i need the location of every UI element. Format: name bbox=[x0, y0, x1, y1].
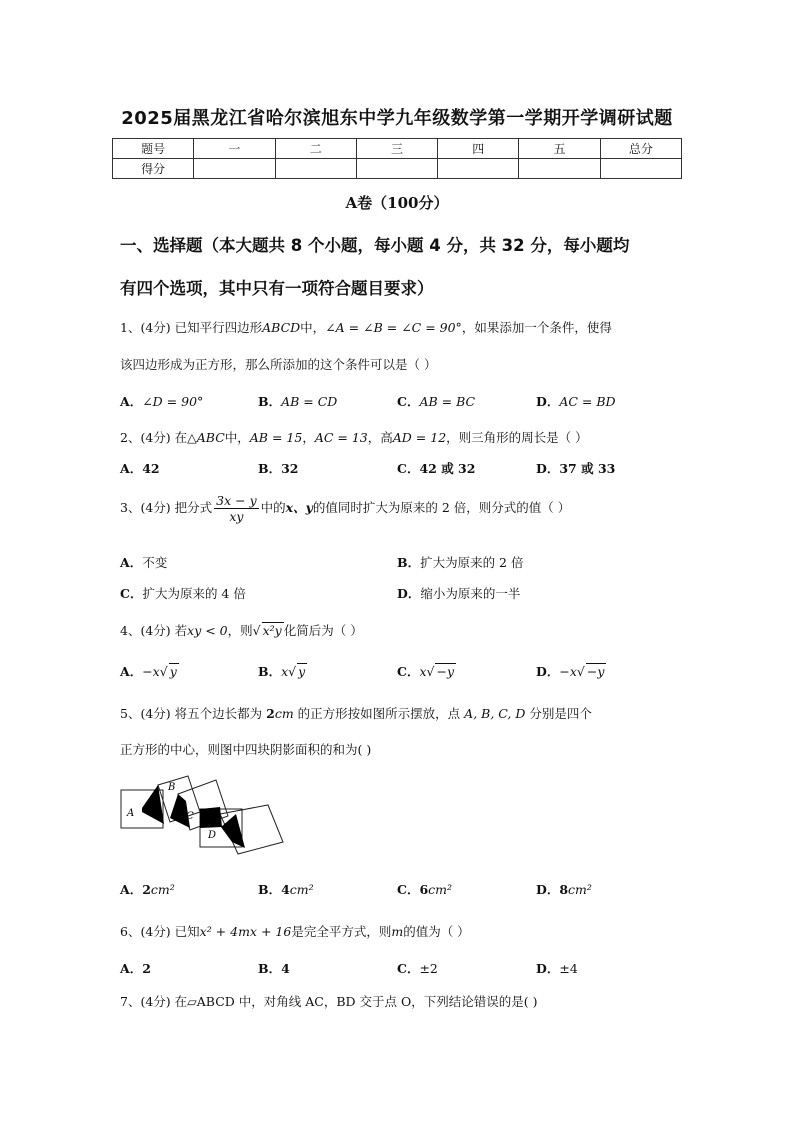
q4-option-a[interactable]: A．−x√ y bbox=[120, 664, 177, 679]
figure-label-c: C bbox=[186, 811, 194, 822]
section-heading-a: A卷（100分） bbox=[345, 194, 449, 212]
question-5-stem-line2: 正方形的中心，则图中四块阴影面积的和为( ) bbox=[120, 742, 372, 757]
question-4-stem: 4、(4分) 若xy < 0，则√ x²y 化简后为（ ） bbox=[120, 623, 363, 638]
q4-option-d[interactable]: D．−x√ −y bbox=[536, 664, 605, 679]
q1-option-d[interactable]: D．AC = BD bbox=[536, 394, 616, 409]
q4-option-b[interactable]: B．x√ y bbox=[258, 664, 306, 679]
q2-option-c[interactable]: C．42 或 32 bbox=[397, 461, 476, 476]
q6-option-a[interactable]: A．2 bbox=[120, 961, 151, 976]
figure-label-a: A bbox=[127, 808, 135, 819]
q1-math: ABCD bbox=[262, 320, 301, 335]
q1-math: ∠A = ∠B = ∠C = 90° bbox=[325, 320, 462, 335]
q2-option-a[interactable]: A．42 bbox=[120, 461, 160, 476]
question-1-stem bbox=[120, 318, 612, 336]
score-header-cell: 一 bbox=[194, 139, 275, 159]
q6-option-d[interactable]: D．±4 bbox=[536, 961, 578, 976]
score-cell[interactable] bbox=[600, 159, 681, 179]
question-5-stem: 5、(4分) 将五个边长都为 2cm 的正方形按如图所示摆放，点 A, B, C, D 分别是四个 bbox=[120, 706, 592, 721]
q1-option-c[interactable]: C．AB = BC bbox=[397, 394, 476, 409]
score-header-cell: 总分 bbox=[600, 139, 681, 159]
score-table-header-row bbox=[113, 139, 682, 159]
question-7-stem: 7、(4分) 在▱ABCD 中，对角线 AC，BD 交于点 O，下列结论错误的是( ) bbox=[120, 994, 538, 1009]
score-cell[interactable] bbox=[519, 159, 600, 179]
score-header-cell: 五 bbox=[519, 139, 600, 159]
q3-option-c[interactable]: C．扩大为原来的 4 倍 bbox=[120, 586, 246, 601]
q3-option-b[interactable]: B．扩大为原来的 2 倍 bbox=[397, 555, 524, 570]
q3-option-a[interactable]: A．不变 bbox=[120, 555, 168, 570]
q1-option-b[interactable]: B．AB = CD bbox=[258, 394, 338, 409]
question-1-stem-line2: 该四边形成为正方形，那么所添加的这个条件可以是（ ） bbox=[120, 357, 437, 372]
figure-label-d: D bbox=[208, 830, 217, 841]
score-cell[interactable] bbox=[194, 159, 275, 179]
q5-option-c[interactable]: C．6cm² bbox=[397, 882, 453, 897]
question-6-stem: 6、(4分) 已知x² + 4mx + 16是完全平方式，则m的值为（ ） bbox=[120, 924, 470, 939]
shaded-region-3 bbox=[200, 807, 222, 828]
part1-heading-line1: 一、选择题（本大题共 8 个小题，每小题 4 分，共 32 分，每小题均 bbox=[120, 236, 630, 255]
score-cell[interactable] bbox=[356, 159, 437, 179]
q4-radical: x²y bbox=[262, 623, 282, 638]
score-header-cell: 三 bbox=[356, 139, 437, 159]
score-table bbox=[112, 138, 682, 179]
q2-option-d[interactable]: D．37 或 33 bbox=[536, 461, 616, 476]
q3-option-d[interactable]: D．缩小为原来的一半 bbox=[397, 586, 521, 601]
score-header-cell: 题号 bbox=[113, 139, 194, 159]
q1-option-a[interactable]: A．∠D = 90° bbox=[120, 394, 204, 409]
q5-option-b[interactable]: B．4cm² bbox=[258, 882, 314, 897]
q3-fraction: $\frac{3x - y}{xy}$ bbox=[216, 493, 257, 524]
q6-option-c[interactable]: C．±2 bbox=[397, 961, 438, 976]
figure-label-b: B bbox=[168, 782, 176, 793]
shaded-region-1 bbox=[142, 785, 164, 824]
q5-squares-figure bbox=[118, 772, 290, 864]
q6-option-b[interactable]: B．4 bbox=[258, 961, 290, 976]
score-table-score-row bbox=[113, 159, 682, 179]
score-row-label: 得分 bbox=[113, 159, 194, 179]
q5-option-a[interactable]: A．2cm² bbox=[120, 882, 175, 897]
question-2-stem: 2、(4分) 在△ABC中，AB = 15，AC = 13，高AD = 12，则三角形的周长是（ ） bbox=[120, 430, 588, 445]
q1-text: ，如果添加一个条件，使得 bbox=[461, 320, 612, 335]
question-3-stem: 3、(4分) 把分式 $\frac{3x - y}{xy}$ 中的x、y的值同时扩大为原来的 2 倍，则分式的值（ ） bbox=[120, 493, 571, 524]
q1-text: 1、(4分) 已知平行四边形 bbox=[120, 320, 263, 335]
score-header-cell: 四 bbox=[438, 139, 519, 159]
part1-heading-line2: 有四个选项，其中只有一项符合题目要求） bbox=[120, 279, 434, 298]
q5-option-d[interactable]: D．8cm² bbox=[536, 882, 592, 897]
q1-text: 中， bbox=[300, 320, 326, 335]
score-cell[interactable] bbox=[438, 159, 519, 179]
q4-option-c[interactable]: C．x√ −y bbox=[397, 664, 455, 679]
score-header-cell: 二 bbox=[275, 139, 356, 159]
q2-option-b[interactable]: B．32 bbox=[258, 461, 299, 476]
page-title: 2025届黑龙江省哈尔滨旭东中学九年级数学第一学期开学调研试题 bbox=[121, 108, 673, 129]
score-cell[interactable] bbox=[275, 159, 356, 179]
